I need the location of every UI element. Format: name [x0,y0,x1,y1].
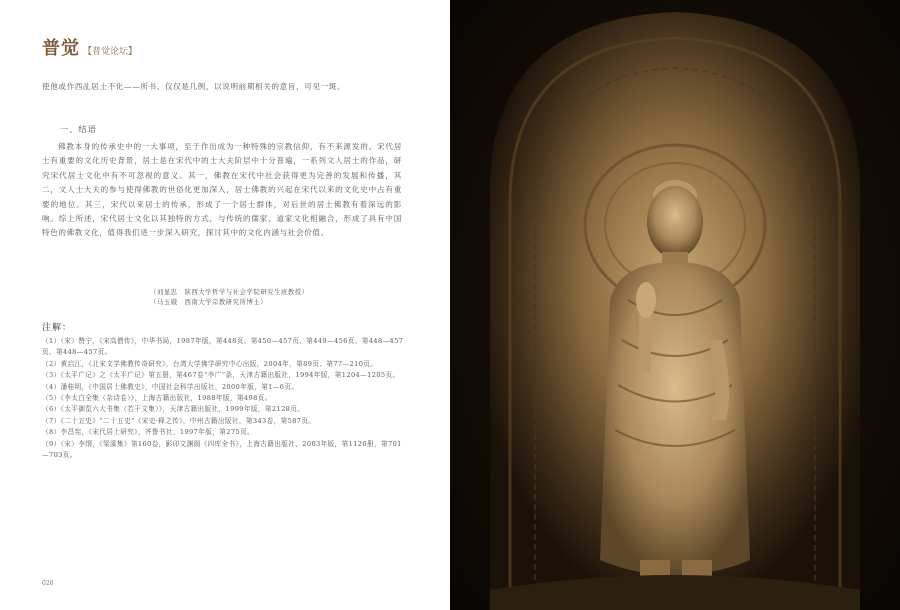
section-heading: 一、结语 [60,124,97,134]
note-item: （4）潘桂明，《中国居士佛教史》，中国社会科学出版社，2000年版，第1—6页。 [42,382,299,391]
body-paragraph: 佛教本身的传承史中的一大事项，至于作出成为一种特殊的宗教信仰，有不来源发的。宋代居士有重要的文化历史背景，居士是在宋代中的士大夫阶层中十分普遍，一系列文人居士的作品，研究宋代居士文化中有不可忽视的意义。其一，佛教在宋代中社会获得更为完善的发展和传播，其二，文人士大夫的参与使得佛教的世俗化更加深入，居士佛教的兴起在宋代以来的文化史中占有重要的地位。其三，宋代以来居士的传承，形成了一个居士群体，对后世的居士佛教有着深远的影响。综上所述，宋代居士文化以其独特的方式，与传统的儒家、道家文化相融合，形成了具有中国特色的佛教文化，值得我们进一步深入研究，探讨其中的文化内涵与社会价值。 [42,142,402,238]
page-header [42,34,137,60]
author-line: （刘显忠 陕西大学哲学与社会学院研究生班教授） [150,288,309,296]
notes-title: 注解： [42,323,73,333]
author-line: （马玉娥 西南大学宗教研究所博士） [150,298,268,306]
notes-list [42,336,404,461]
page-number: 020 [42,580,54,587]
section-tag: 【普觉论坛】 [83,47,138,57]
note-item: （9）（宋）李纲，《梁溪集》第160卷，影印文渊阁《四库全书》，上海古籍出版社，2003年版，第1126册，第701—703页。 [42,439,402,460]
note-item: （1）（宋）赞宁，《宋高僧传》，中华书局，1987年版，第448页、第450—457页、第449—456页、第448—457页、第448—457页。 [42,337,404,357]
note-item: （8）李昌宪，《宋代居士研究》，齐鲁书社，1997年版，第275页。 [42,428,254,437]
note-item: （6）《太平御览六大书集（若干文集）》，天津古籍出版社，1999年版，第2128页。 [42,405,305,414]
intro-paragraph: 使他或作西乩居士不化——所书、仅仅是几例，以说明前期相关的意旨，可见一斑。 [42,82,346,91]
note-item: （3）《太平广记》之《太平广记》第五册，第467卷“李广”条，天津古籍出版社，1994年版，第1204—1205页。 [42,371,400,380]
magazine-logo: 普觉 [42,38,80,59]
note-item: （7）《二十五史》“二十五史”《宋史·释之传》，中州古籍出版社，第343卷，第587页。 [42,416,316,425]
note-item: （2）黄启江，《北宋文学佛教传奇研究》，台湾大学佛学研究中心出版，2004年，第89页、第77—210页。 [42,359,378,368]
buddha-stele-icon [450,0,900,610]
note-item: （5）《李太白全集（杂诗卷）》，上海古籍出版社，1988年版，第498页。 [42,394,272,403]
right-page-photo [450,0,900,610]
